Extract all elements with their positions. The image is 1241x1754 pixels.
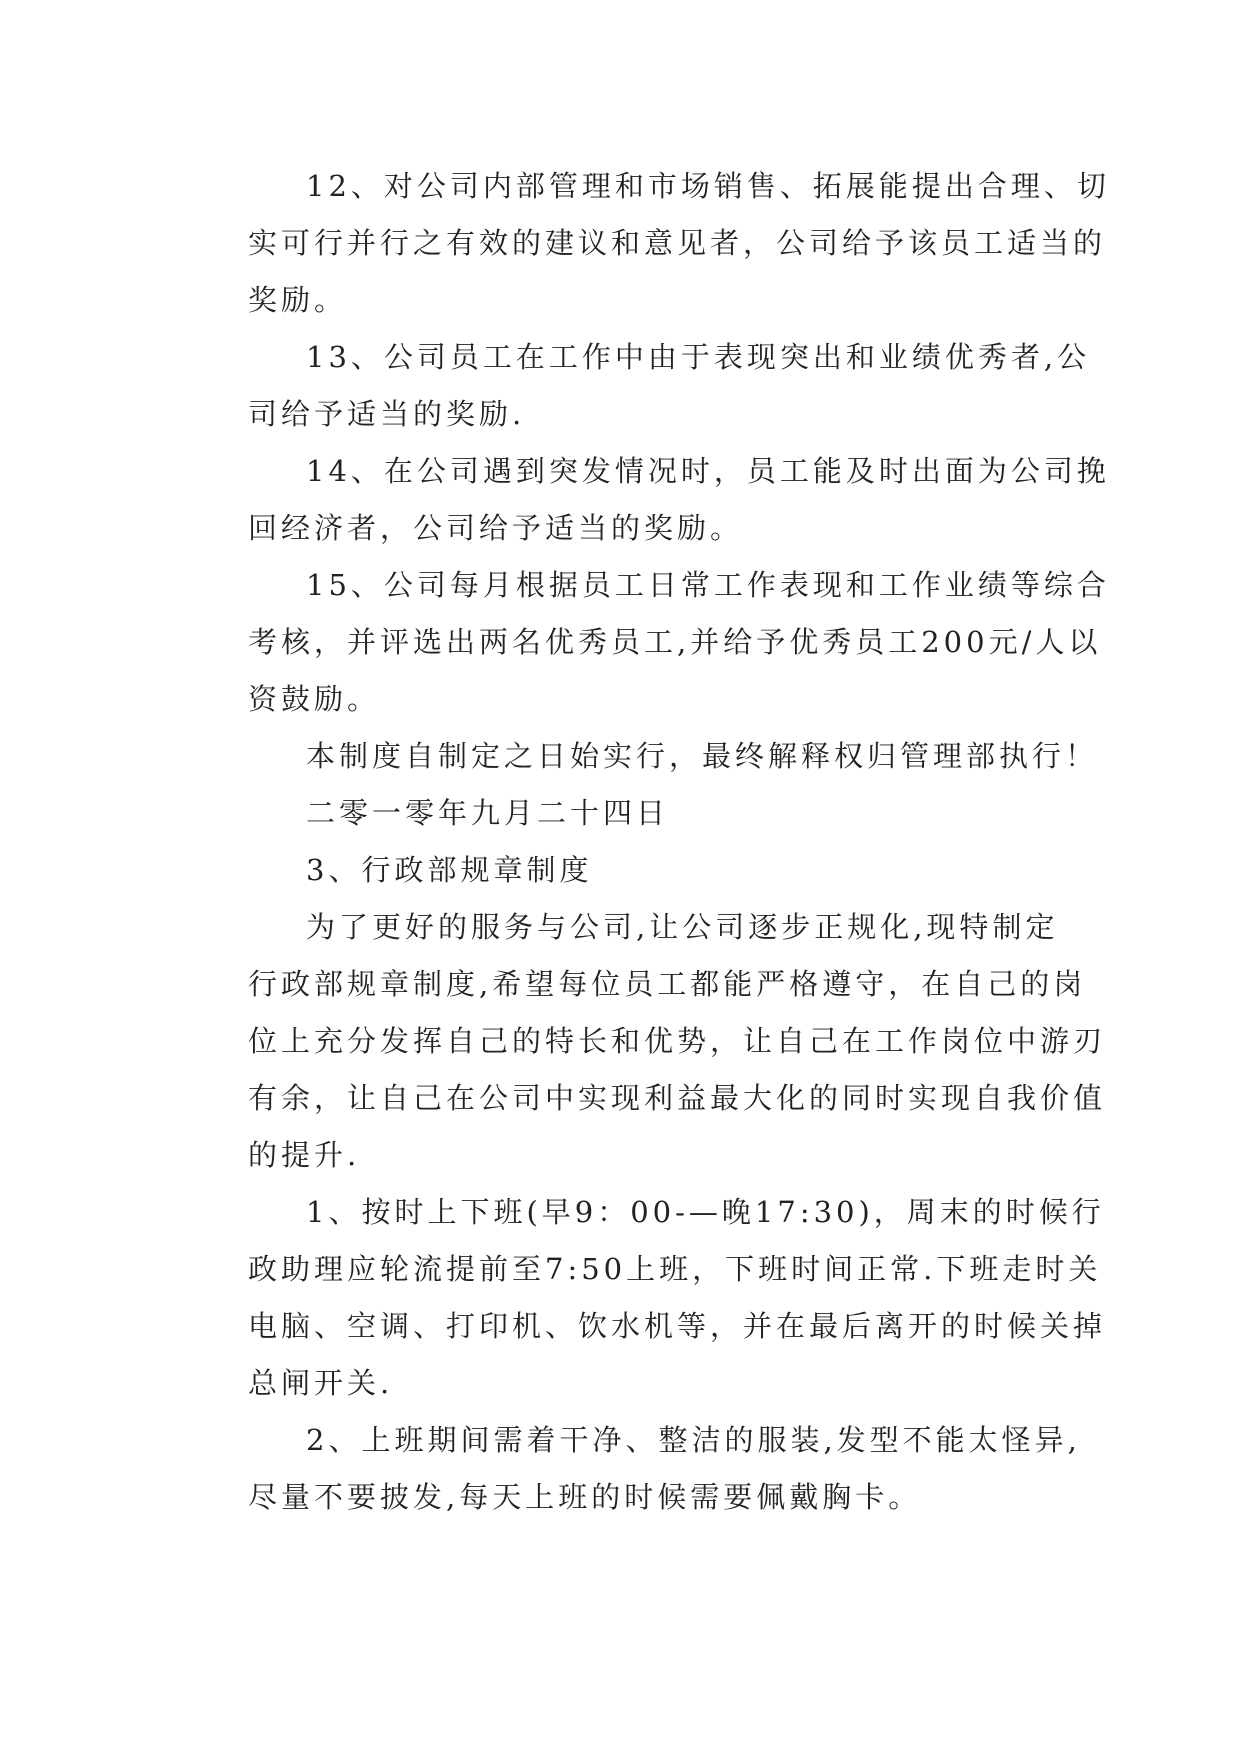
text-line: 的提升. xyxy=(248,1138,361,1172)
section-heading xyxy=(190,842,1054,899)
text-line: 行政部规章制度,希望每位员工都能严格遵守，在自己的岗 xyxy=(248,967,1087,1001)
text-line: 本制度自制定之日始实行，最终解释权归管理部执行！ xyxy=(306,739,1099,773)
text-line: 考核，并评选出两名优秀员工,并给予优秀员工200元/人以 xyxy=(248,625,1102,659)
paragraph-intro xyxy=(190,899,1107,1184)
paragraph-rule-2 xyxy=(190,1412,1081,1526)
text-line: 有余，让自己在公司中实现利益最大化的同时实现自我价值 xyxy=(248,1081,1107,1115)
paragraph-12 xyxy=(190,158,1110,329)
text-line: 奖励。 xyxy=(248,283,348,317)
text-line: 资鼓励。 xyxy=(248,682,381,716)
text-line: 政助理应轮流提前至7:50上班，下班时间正常.下班走时关 xyxy=(248,1252,1102,1286)
text-line: 为了更好的服务与公司,让公司逐步正规化,现特制定 xyxy=(306,910,1059,944)
text-line: 14、在公司遇到突发情况时，员工能及时出面为公司挽 xyxy=(306,454,1110,488)
text-line: 13、公司员工在工作中由于表现突出和业绩优秀者,公 xyxy=(306,340,1091,374)
text-line: 实可行并行之有效的建议和意见者，公司给予该员工适当的 xyxy=(248,226,1107,260)
text-line: 15、公司每月根据员工日常工作表现和工作业绩等综合 xyxy=(306,568,1110,602)
text-line: 尽量不要披发,每天上班的时候需要佩戴胸卡。 xyxy=(248,1480,922,1514)
text-line: 12、对公司内部管理和市场销售、拓展能提出合理、切 xyxy=(306,169,1110,203)
text-line: 总闸开关. xyxy=(248,1366,394,1400)
text-line: 3、行政部规章制度 xyxy=(306,853,593,887)
paragraph-14 xyxy=(190,443,1110,557)
text-line: 回经济者，公司给予适当的奖励。 xyxy=(248,511,744,545)
text-line: 2、上班期间需着干净、整洁的服装,发型不能太怪异, xyxy=(306,1423,1081,1457)
text-line: 1、按时上下班(早9：00-—晚17:30)，周末的时候行 xyxy=(306,1195,1105,1229)
paragraph-15 xyxy=(190,557,1110,728)
paragraph-date xyxy=(190,785,1054,842)
text-line: 位上充分发挥自己的特长和优势，让自己在工作岗位中游刃 xyxy=(248,1024,1107,1058)
paragraph-13 xyxy=(190,329,1091,443)
text-line: 电脑、空调、打印机、饮水机等，并在最后离开的时候关掉 xyxy=(248,1309,1107,1343)
text-line: 司给予适当的奖励. xyxy=(248,397,526,431)
paragraph-rule-1 xyxy=(190,1184,1107,1412)
document-body xyxy=(190,158,1110,1526)
text-line: 二零一零年九月二十四日 xyxy=(306,796,670,830)
paragraph-effective-note xyxy=(190,728,1099,785)
